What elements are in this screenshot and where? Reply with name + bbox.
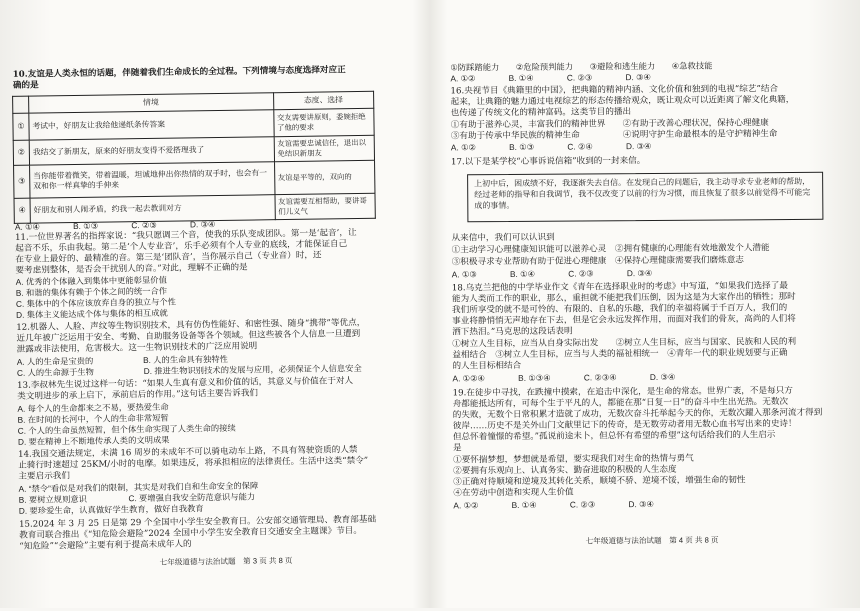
- q14-line: 主要启示我们: [18, 471, 71, 482]
- q13-option-c: C. 个人的生命虽然短暂，但个体生命实现了人类生命的接续: [17, 422, 236, 436]
- q15-options: A. ①② B. ①④ C. ②③ D. ③④: [450, 71, 652, 84]
- q13-line: 13.李叔林先生说过这样一句话：“如果人生真有意义和价值的话，其意义与价值在于对人: [17, 376, 354, 391]
- row-number: ③: [14, 165, 30, 198]
- q14-line: 14.我国交通法规定，未满 16 周岁的未成年不可以骑电动车上路，不具有驾驶资质的人禁: [18, 445, 358, 460]
- q11-line: 11.一位世界著名的指挥家说：“我只愿调三个音，使我的乐队变成团队。第一是‘起音’，让: [14, 228, 357, 243]
- q11-line: 在专业上最好的、最精准的音。第三是‘团队音’，当你展示自己（专业音）时，还: [15, 250, 322, 265]
- q19-item: ②要拥有乐观向上、认真务实、勤奋进取的积极的人生态度: [453, 464, 677, 477]
- table-header-scene: 情境: [29, 93, 274, 113]
- q19-item: ③正确对待顺境和逆境及其转化关系，顺境不骄、逆境不馁，增强生命的韧性: [453, 475, 746, 488]
- q13-option-d: D. 要在精神上不断地传承人类的文明成果: [17, 434, 170, 447]
- q17-stem: 17.以下是某学校“心事诉说信箱”收到的一封来信。: [450, 156, 646, 168]
- q16-options: A. ①② B. ①③ C. ②④ D. ③④: [450, 140, 652, 153]
- row-scene: 我结交了新朋友，原来的好朋友变得不爱搭理我了: [29, 137, 274, 165]
- row-number: ①: [13, 113, 29, 140]
- table-header-attitude: 态度、选择: [273, 91, 374, 109]
- q16-line: 起来，让典籍的魅力通过电视综艺的形态传播给观众，既让观众可以近距离了解文化典籍，: [450, 94, 795, 108]
- q19-line: 但总怀着憧憬的希望。”孤说前途未卜，但总怀有希望的希望”这句话给我们的人生启示: [452, 430, 776, 443]
- q17-options: A. ①③ B. ①④ C. ②③ D. ③④: [451, 267, 653, 280]
- exam-page-3: [2, 0, 434, 611]
- q11-line: 要考虑别整体，是否会干扰别人的音。”对此，理解不正确的是: [15, 262, 248, 276]
- q19-options: A. ①② B. ①④ C. ②③ D. ③④: [453, 498, 654, 511]
- q15-line: 15.2024 年 3 月 25 日是第 29 个全国中小学生安全教育日。公安部交通管理局、教育部基础: [18, 514, 377, 530]
- q18-line: 洒下热泪。”马克思的这段话表明: [452, 326, 573, 338]
- q19-line: 19.在徒步中寻找，在跌撞中摸索，在追击中深化，是生命的常态。世界广袤，不是每只方: [452, 385, 793, 399]
- row-attitude: 友谊需要忠诚信任，退出以免结识新朋友: [274, 135, 375, 161]
- q15-line: “知危险”“会避险”主要有利于提高未成年人的: [19, 539, 192, 552]
- q17-item: ①主动学习心理健康知识能可以滋养心灵 ②拥有健康的心理能有效地激发个人潜能: [451, 243, 770, 256]
- row-scene: 好朋友和别人闹矛盾，约我一起去教训对方: [30, 195, 275, 223]
- q14-line: 止骑行时速超过 25KM/小时的电摩。如果违反，将承担相应的法律责任。生活中这类“禁令”: [18, 455, 369, 471]
- q11-option-b: B. 和谐的集体有赖于个体之间的统一合作: [15, 285, 168, 298]
- q10-stem-cont: 确的是: [12, 80, 39, 91]
- q16-line: 也传递了传统文化的精神富码。这类节目的播出: [450, 107, 632, 119]
- row-scene: 考试中，好朋友让我给他递纸条传答案: [29, 110, 274, 140]
- row-number: ④: [14, 198, 30, 223]
- q18-item: 益相结合 ③树立人生目标，应当与人类的福祉相统一 ④青年一代的职业规划要与正确: [452, 348, 788, 361]
- q12-options-cd: C. 人的生命源于生物 D. 推进生物识别技术的发展与应用，必须保证个人信息安全: [16, 363, 362, 378]
- q19-item: ④在劳动中创造和实现人生价值: [453, 487, 574, 499]
- q13-option-a: A. 每个人的生命都来之不易，要热爱生命: [17, 401, 169, 414]
- q11-option-c: C. 集体中的个体应该放弃自身的独立与个性: [15, 296, 176, 309]
- row-attitude: 友谊是平等的，双向的: [274, 160, 375, 194]
- row-attitude: 交友需要讲原则，委婉拒绝了他的要求: [273, 108, 374, 136]
- q16-item: ③有助于传承中华民族的精神生命 ④说明守护生命最根本的是守护精神生命: [450, 129, 778, 142]
- q13-option-b: B. 在时间的长河中，个人的生命非常短暂: [17, 412, 169, 425]
- q15-choices: ①防踩踏能力 ②危险预判能力 ③避险和逃生能力 ④急救技能: [450, 60, 713, 73]
- q18-line: 能为人类而工作的职业，那么，重担就不能把我们压倒，因为这是为大家作出的牺牲；那时: [451, 291, 796, 305]
- q11-option-a: A. 优秀的个体融入到集体中更能彰显价值: [15, 274, 167, 287]
- q19-line: 舟都能抵达所有，可每个生于平凡的人，都能在那“日复一日”的奋斗中生出光热。无数次: [452, 397, 789, 410]
- q16-line: 16.央视节目《典籍里的中国》，把典籍的精神内涵、文化价值和独到的电视“综艺”结合: [450, 84, 779, 97]
- page-footer: 七年级道德与法治试题 第 3 页 共 8 页: [159, 555, 293, 567]
- q17-item: ③积极寻求专业帮助有助于促进心理健康 ④保持心理健康需要我们磨炼意志: [451, 255, 744, 268]
- q11-option-d: D. 集体主义能达成个体与集体的相互成就: [16, 307, 168, 320]
- q16-item: ①有助于滋养心灵，丰富我们的精神世界 ②有助于改善心理状况，保持心理健康: [450, 118, 769, 131]
- q12-line: 泄露或非法使用，危害极大。这一生物识别技术的广泛应用说明: [16, 341, 258, 355]
- q10-table: [12, 91, 376, 224]
- q11-line: 起音不乐，乐由我起。第二是‘个人专业音’，乐手必须有个人专业的底线，才能保证自己: [15, 239, 348, 254]
- q18-line: 事业将静悄悄无声地存在下去，但是它会永远发挥作用，而面对我们的骨灰，高尚的人们将: [452, 313, 796, 327]
- q18-item: ①树立人生目标，应当从自身实际出发 ②树立人生目标，应当与国家、民族和人民的利: [452, 336, 797, 350]
- page-footer: 七年级道德与法治试题 第 4 页 共 8 页: [585, 535, 719, 546]
- row-number: ②: [13, 140, 29, 165]
- q10-stem: 10.友谊是人类永恒的话题，伴随着我们生命成长的全过程。下列情境与态度选择对应正: [12, 65, 346, 80]
- table-header-num: [13, 96, 29, 113]
- q12-line: 12.机器人、人脸、声纹等生物识别技术，具有仿伪性能好、和密性强、随身“携带”等优点，: [16, 317, 366, 333]
- q14-options-bc: B. 要树立规则意识 C. 要增强自我安全防范意识与能力: [18, 491, 256, 505]
- q15-line: 教育司联合推出《“知危险会避险”2024 全国中小学生安全教育日交通安全主题课》节目。: [19, 526, 363, 541]
- table-row: [14, 160, 375, 198]
- q14-option-d: D. 要珍爱生命，认真做好学生教育，做好自我教育: [18, 503, 204, 516]
- q19-line: 彼岸……历史不是关外山门文献里记下的传奇，是无数劳动者用无数心血书写出来的史诗！: [452, 418, 797, 432]
- q14-option-a: A. “禁令”看似是对我们的限制，其实是对我们自和生命安全的保障: [18, 480, 259, 494]
- q18-item: 的人生目标相结合: [452, 360, 522, 372]
- row-attitude: 友谊需要互相帮助，要讲哥们儿义气: [275, 193, 376, 219]
- q18-options: A. ①②④ B. ①③④ C. ②③④ D. ③④: [452, 371, 676, 384]
- q13-line: 类文明进步的承上启下，承前启后的作用。”这句话主要告诉我们: [17, 388, 259, 402]
- q17-line: 从来信中，我们可以认识到: [451, 232, 555, 244]
- q12-options-ab: A. 人的生命是宝贵的 B. 人的生命具有独特性: [16, 353, 228, 367]
- q19-line: 是: [452, 443, 462, 454]
- row-scene: 当你能带着微笑，带着温暖，坦诚地伸出你热情的双手时，也会有一双和你一样真挚的手伸来: [29, 162, 274, 198]
- q19-item: ①要怀揣梦想，梦想就是希望，要实现我们对生命的热情与勇气: [453, 453, 694, 466]
- q12-line: 近几年被广泛运用于安全、考勤、自助服务设备等各个领域。但这些被各个人信息一旦遭到: [16, 329, 361, 344]
- q19-line: 的失败，无数个日常积累才造就了成功，无数次奋斗托举起今天的你，无数次躍入那条河流才得到: [452, 407, 823, 421]
- q10-options: A. ①④ B. ①③ C. ②③ D. ③④: [14, 219, 216, 232]
- letter-box: 上初中后，困成绩不好，我逐渐失去自信。在发现自己的问题后，我主动寻求专业老师的帮助，经过老师的指导和自我调节，我不仅改变了以前的行为习惯，而且恢复了很多以前觉得不可能完成的事情。: [467, 172, 823, 222]
- exam-page-4: [442, 0, 856, 609]
- q18-line: 18.乌克兰把他的中学毕业作文《青年在选择职业时的考虑》中写道，“如果我们选择了最: [451, 281, 788, 294]
- q18-line: 我们所享受的就不是可怜的、有限的、自私的乐趣，我们的幸福将属于千百万人，我们的: [452, 303, 788, 316]
